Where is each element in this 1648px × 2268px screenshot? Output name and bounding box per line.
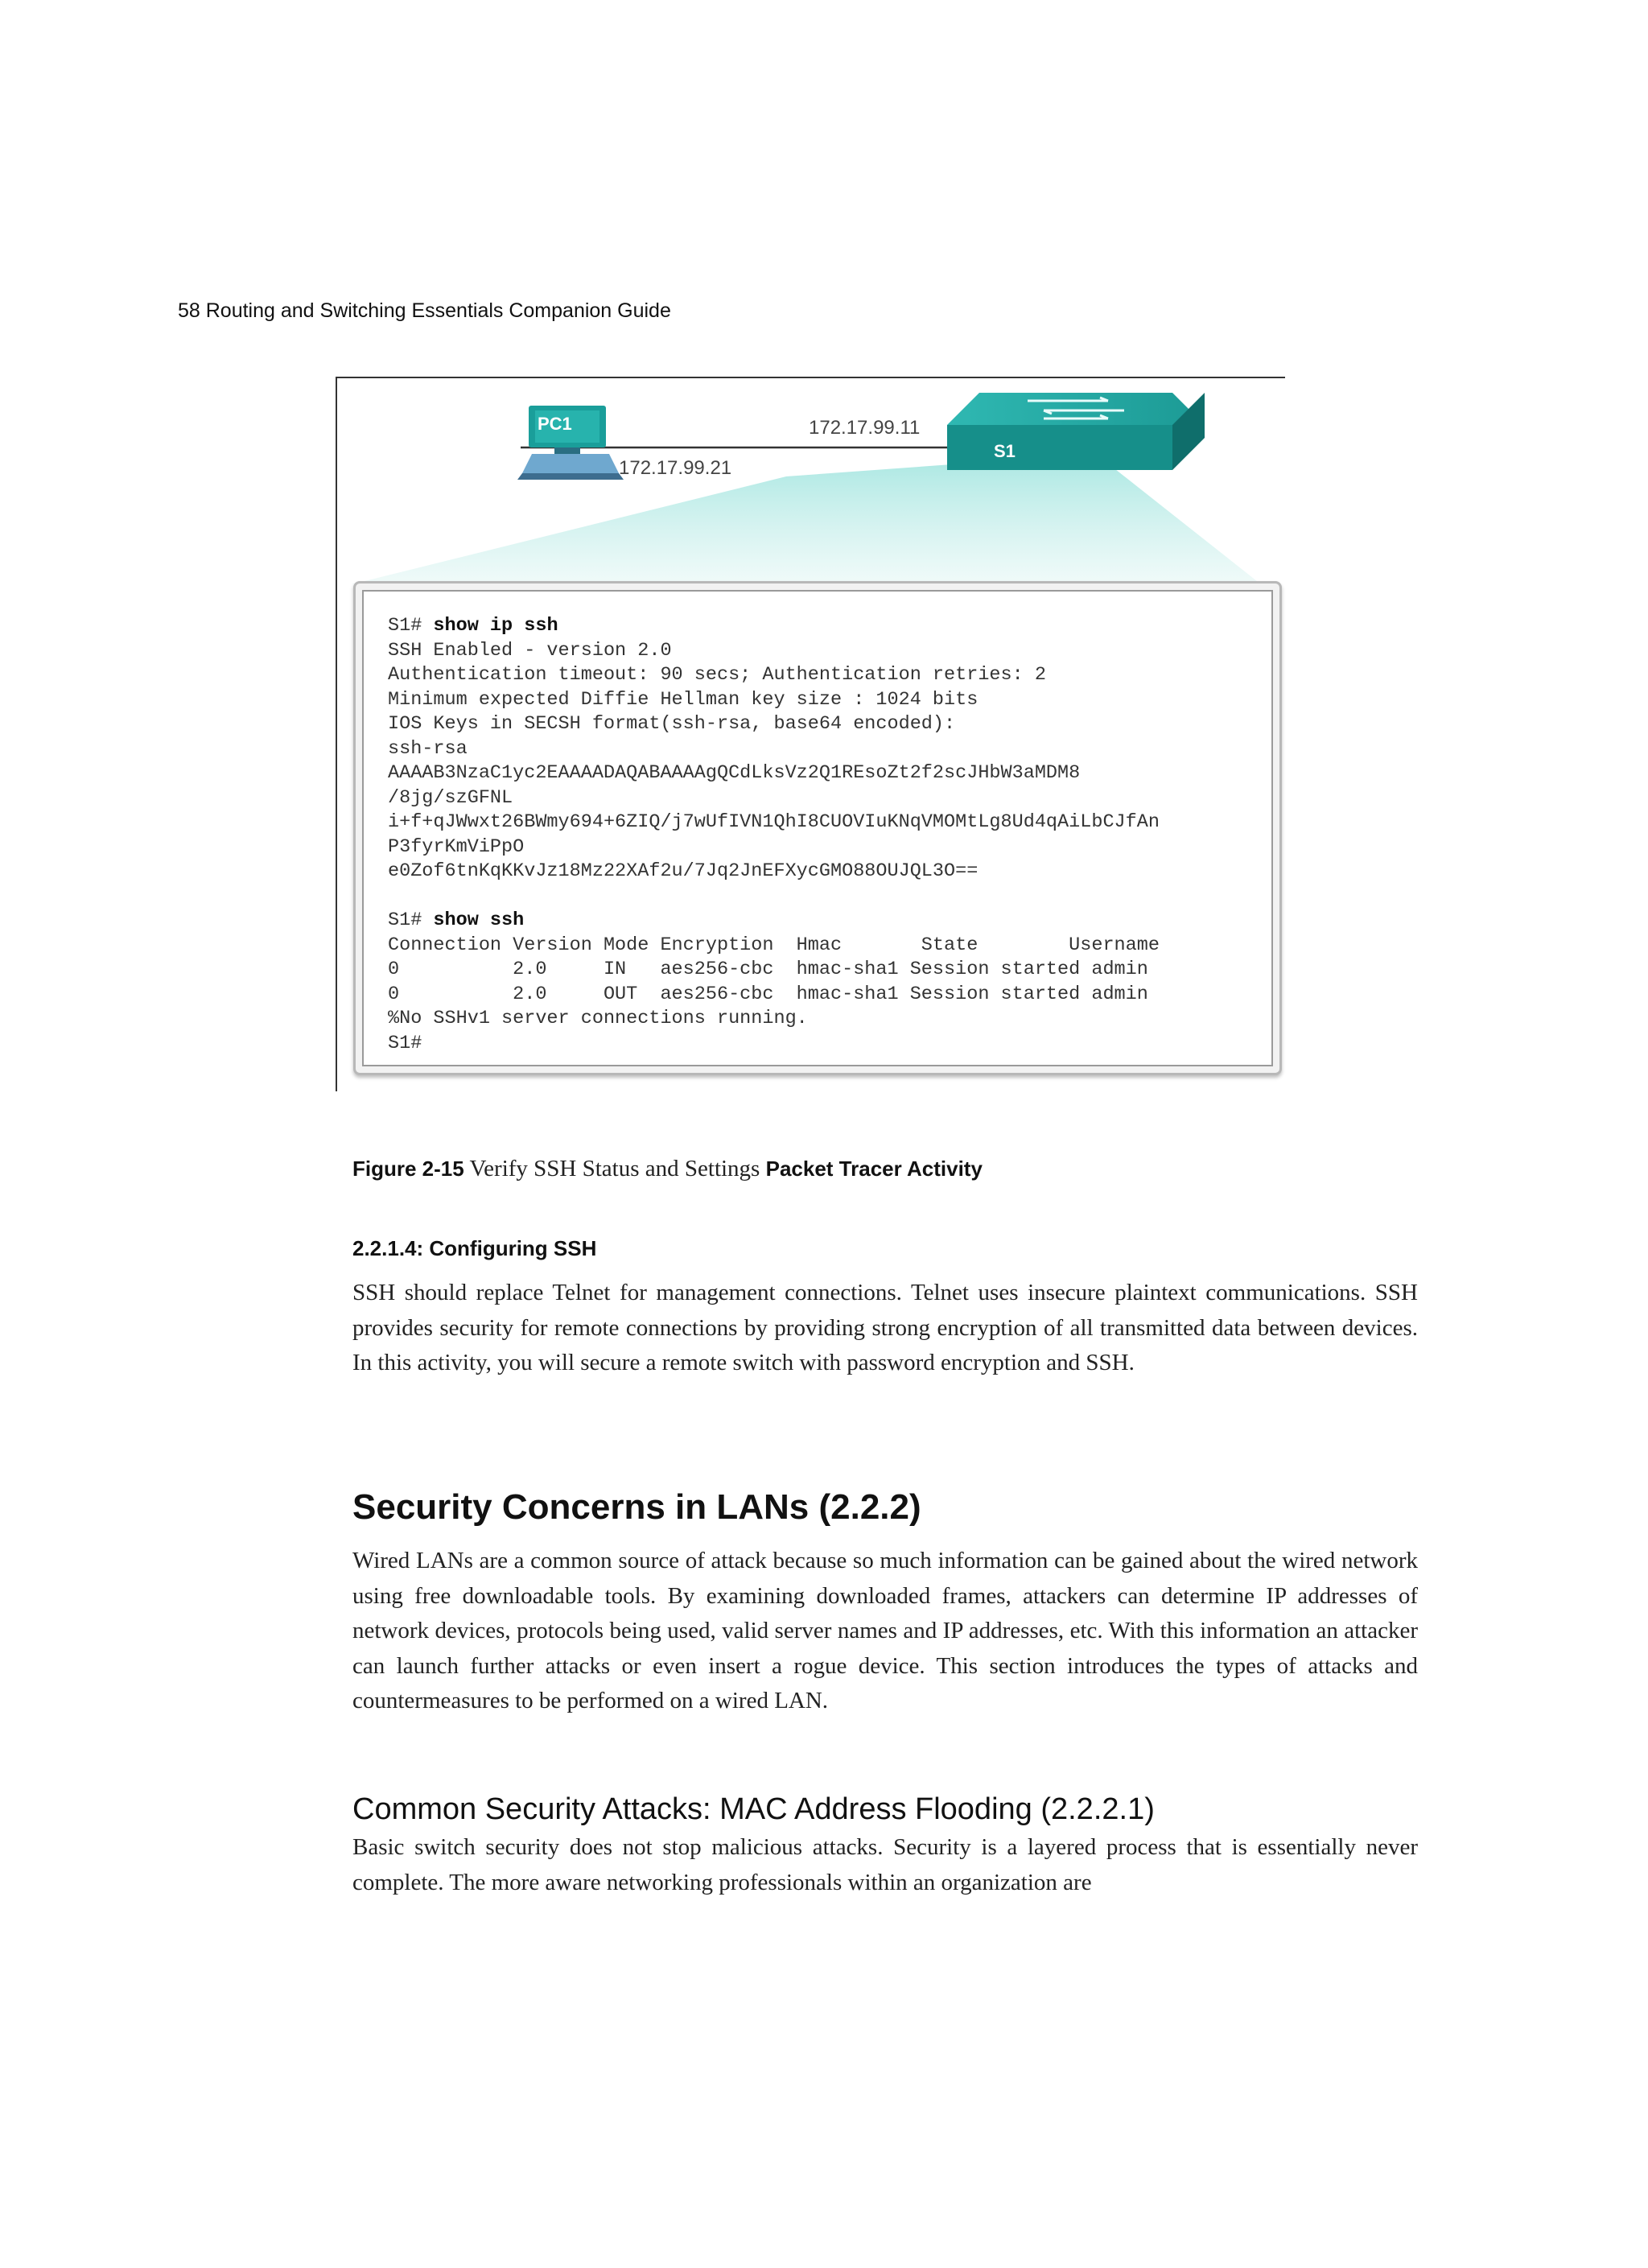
s1-label: S1 xyxy=(994,441,1016,461)
terminal-line: /8jg/szGFNL xyxy=(388,786,513,809)
terminal-line: Authentication timeout: 90 secs; Authentication retries: 2 xyxy=(388,664,1046,686)
terminal-line: Minimum expected Diffie Hellman key size : 1024 bits xyxy=(388,688,978,711)
terminal-prompt: S1# xyxy=(388,909,434,931)
terminal-line: AAAAB3NzaC1yc2EAAAADAQABAAAAgQCdLksVz2Q1REsoZt2f2scJHbW3aMDM8 xyxy=(388,762,1081,784)
caption-label: Figure 2-15 xyxy=(352,1157,464,1181)
terminal-line: 0 2.0 OUT aes256-cbc hmac-sha1 Session started admin xyxy=(388,983,1148,1005)
terminal-line: %No SSHv1 server connections running. xyxy=(388,1008,808,1029)
terminal-line: 0 2.0 IN aes256-cbc hmac-sha1 Session started admin xyxy=(388,959,1148,980)
terminal-line: e0Zof6tnKqKKvJz18Mz22XAf2u/7Jq2JnEFXycGMO88OUJQL3O== xyxy=(388,860,978,882)
paragraph-configuring-ssh: SSH should replace Telnet for management connections. Telnet uses insecure plaintext communications. SSH provides security for remote connections by providing strong encryption of all transmitted data between devices. In this activity, you will secure a remote switch with password encryption and SSH. xyxy=(352,1280,1418,1375)
section-heading: Security Concerns in LANs (2.2.2) xyxy=(352,1487,921,1527)
terminal-line: P3fyrKmViPpO xyxy=(388,835,525,858)
terminal-command: show ssh xyxy=(433,909,525,931)
terminal-line xyxy=(388,885,1160,909)
pc1-label: PC1 xyxy=(538,414,572,434)
caption-text: Verify SSH Status and Settings xyxy=(464,1156,766,1181)
paragraph-mac-flooding: Basic switch security does not stop malicious attacks. Security is a layered process that is essentially never complete. The more aware networking professionals within an organization are xyxy=(352,1834,1418,1895)
terminal-output xyxy=(388,614,1160,1056)
activity-heading: 2.2.1.4: Configuring SSH xyxy=(352,1236,597,1260)
s1-switch-icon xyxy=(947,393,1205,470)
terminal-window xyxy=(353,581,1282,1075)
terminal-line xyxy=(388,909,1160,934)
figure-2-15 xyxy=(336,377,1285,1091)
paragraph-security-concerns: Wired LANs are a common source of attack because so much information can be gained about the wired network using free downloadable tools. By examining downloaded frames, attackers can determine IP addresses of network devices, protocols being used, valid server names and IP addresses, etc. With this information an attacker can launch further attacks or even insert a rogue device. This section introduces the types of attacks and countermeasures to be performed on a wired LAN. xyxy=(352,1548,1418,1713)
terminal-line: SSH Enabled - version 2.0 xyxy=(388,639,672,662)
terminal-line: i+f+qJWwxt26BWmy694+6ZIQ/j7wUfIVN1QhI8CUOVIuKNqVMOMtLg8Ud4qAiLbCJfAn xyxy=(388,811,1160,833)
terminal-line: IOS Keys in SECSH format(ssh-rsa, base64 encoded): xyxy=(388,713,956,735)
subsection-heading: Common Security Attacks: MAC Address Flooding (2.2.2.1) xyxy=(352,1792,1155,1826)
terminal-line: ssh-rsa xyxy=(388,737,468,760)
terminal-line: Connection Version Mode Encryption Hmac State Username xyxy=(388,934,1160,956)
caption-suffix: Packet Tracer Activity xyxy=(765,1157,983,1181)
terminal-screen xyxy=(362,590,1273,1066)
terminal-line: S1# xyxy=(388,1032,422,1054)
figure-caption xyxy=(352,1156,983,1182)
terminal-prompt: S1# xyxy=(388,615,434,637)
pc1-ip-address: 172.17.99.21 xyxy=(619,457,732,479)
terminal-command: show ip ssh xyxy=(433,615,558,637)
running-header: 58 Routing and Switching Essentials Companion Guide xyxy=(178,299,671,322)
zoom-wedge xyxy=(352,454,1261,584)
terminal-line xyxy=(388,614,1160,639)
s1-ip-address: 172.17.99.11 xyxy=(809,417,921,439)
